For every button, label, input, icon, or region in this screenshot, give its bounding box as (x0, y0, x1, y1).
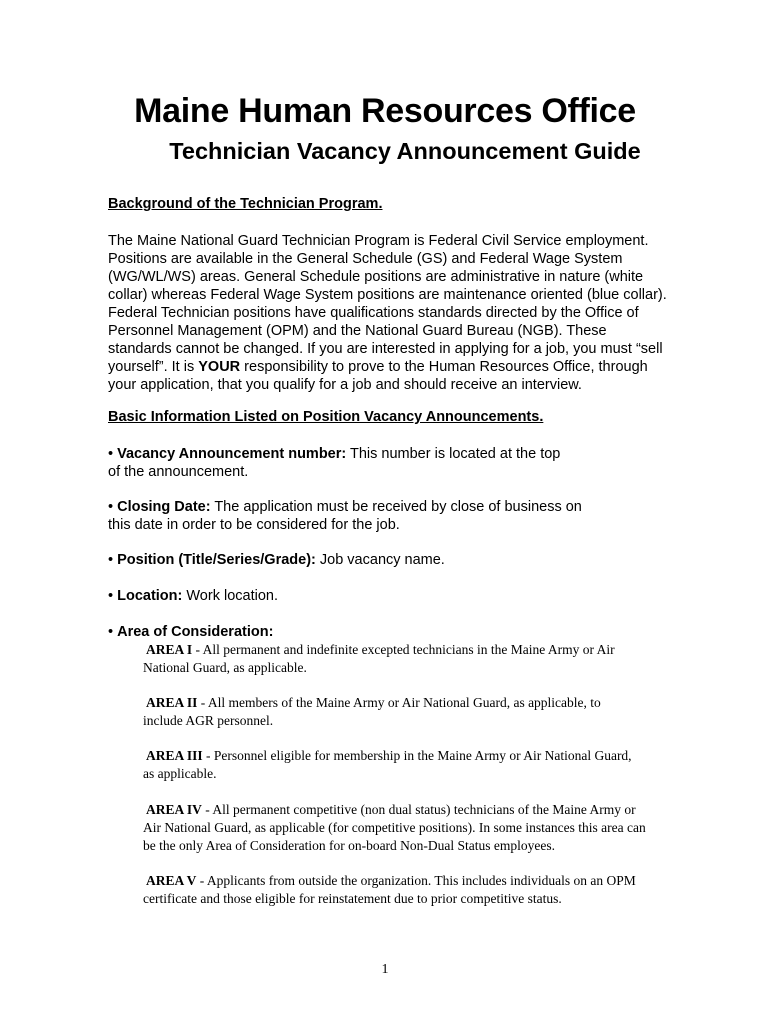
bullet-text: Job vacancy name. (315, 552, 445, 568)
bullet-position (108, 551, 668, 569)
page-subtitle: Technician Vacancy Announcement Guide (169, 138, 641, 164)
area-4 (143, 801, 726, 855)
area-3 (143, 747, 726, 783)
area-name: AREA I (146, 642, 193, 657)
page-number: 1 (381, 962, 389, 977)
paragraph-line: your application, that you qualify for a job and should receive an interview. (108, 377, 582, 393)
paragraph-line: Positions are available in the General Schedule (GS) and Federal Wage System (108, 251, 623, 267)
bullet-label: Vacancy Announcement number: (117, 446, 347, 462)
bullet-label: Area of Consideration: (117, 624, 274, 640)
area-text: - All permanent and indefinite excepted technicians in the Maine Army or Air (192, 642, 615, 657)
bullet-text: The application must be received by close of business on (210, 499, 582, 515)
bullet-location (108, 587, 668, 605)
paragraph-text: responsibility to prove to the Human Resources Office, through (240, 359, 648, 375)
bullet-mark: • (108, 552, 114, 568)
paragraph-line: collar) whereas Federal Wage System positions are maintenance oriented (blue collar). (108, 287, 667, 303)
area-text: - All members of the Maine Army or Air National Guard, as applicable, to (197, 695, 601, 710)
bullet-label: Closing Date: (117, 499, 211, 515)
bullet-text: This number is located at the top (346, 446, 561, 462)
basic-info-heading: Basic Information Listed on Position Vacancy Announcements. (108, 409, 544, 425)
bullet-text: of the announcement. (108, 464, 249, 480)
bullet-area-consideration (108, 623, 668, 641)
area-text: as applicable. (143, 766, 217, 781)
paragraph-line: Personnel Management (OPM) and the National Guard Bureau (NGB). These (108, 323, 607, 339)
paragraph-line: standards cannot be changed. If you are interested in applying for a job, you must “sell (108, 341, 663, 357)
bullet-mark: • (108, 499, 114, 515)
area-text: National Guard, as applicable. (143, 660, 307, 675)
paragraph-line (108, 358, 708, 376)
bullet-mark: • (108, 624, 114, 640)
area-name: AREA III (146, 748, 203, 763)
area-text: Air National Guard, as applicable (for competitive positions). In some instances this area can (143, 820, 646, 835)
paragraph-line: Federal Technician positions have qualifications standards directed by the Office of (108, 305, 639, 321)
area-text: certificate and those eligible for reinstatement due to prior competitive status. (143, 891, 562, 906)
area-text: - Personnel eligible for membership in the Maine Army or Air National Guard, (202, 748, 632, 763)
area-text: - Applicants from outside the organization. This includes individuals on an OPM (196, 873, 636, 888)
background-paragraph (108, 232, 708, 394)
area-name: AREA II (146, 695, 198, 710)
bullet-text: this date in order to be considered for the job. (108, 517, 400, 533)
area-name: AREA IV (146, 802, 202, 817)
emphasis-text: YOUR (198, 359, 241, 375)
paragraph-text: yourself”. It is (108, 359, 199, 375)
paragraph-line: (WG/WL/WS) areas. General Schedule positions are administrative in nature (white (108, 269, 644, 285)
area-text: - All permanent competitive (non dual status) technicians of the Maine Army or (201, 802, 636, 817)
area-text: be the only Area of Consideration for on-board Non-Dual Status employees. (143, 838, 556, 853)
bullet-label: Location: (117, 588, 183, 604)
paragraph-line: The Maine National Guard Technician Program is Federal Civil Service employment. (108, 233, 649, 249)
bullet-vacancy-number (108, 445, 668, 481)
bullet-mark: • (108, 588, 114, 604)
bullet-label: Position (Title/Series/Grade): (117, 552, 316, 568)
area-text: include AGR personnel. (143, 713, 274, 728)
background-heading: Background of the Technician Program. (108, 196, 383, 212)
area-5 (143, 872, 726, 908)
bullet-closing-date (108, 498, 668, 534)
page-title: Maine Human Resources Office (134, 92, 636, 130)
area-1 (143, 641, 726, 677)
bullet-mark: • (108, 446, 114, 462)
area-name: AREA V (146, 873, 197, 888)
bullet-text: Work location. (182, 588, 278, 604)
area-2 (143, 694, 726, 730)
